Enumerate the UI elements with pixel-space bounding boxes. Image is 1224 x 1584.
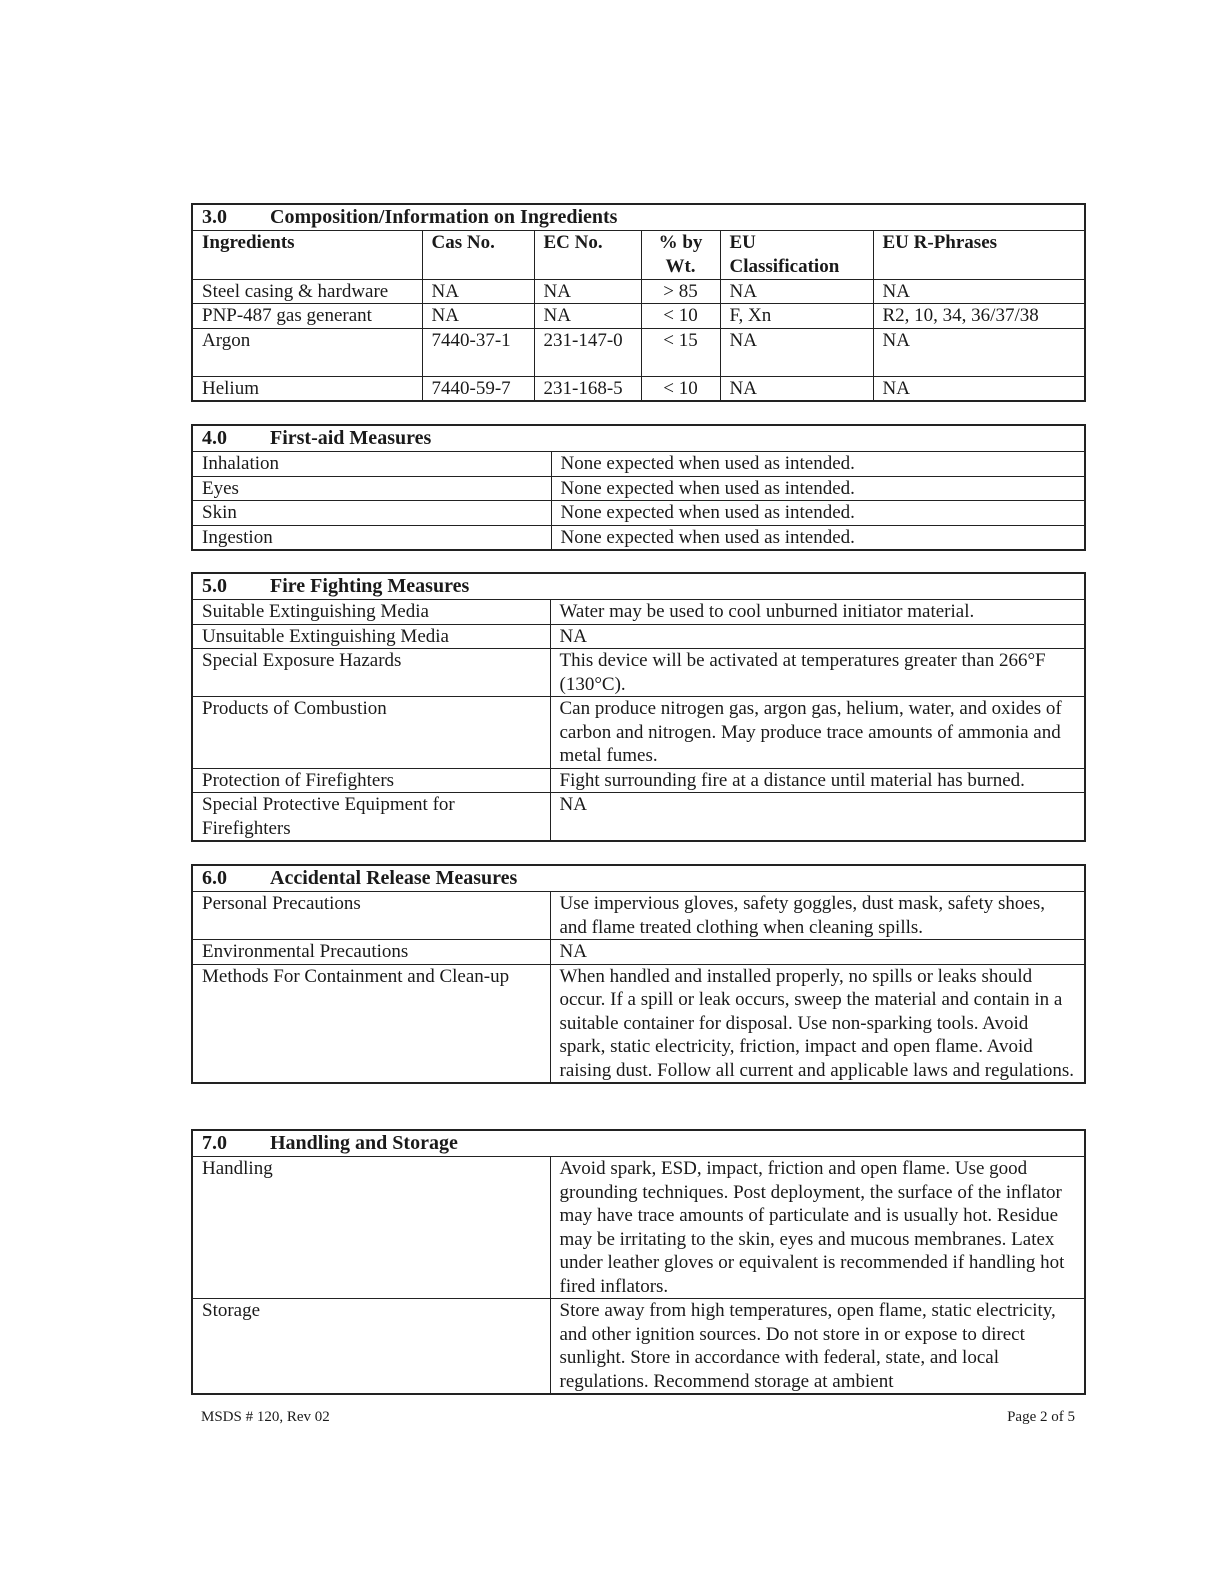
row-label: Protection of Firefighters bbox=[193, 768, 550, 793]
row-label: Special Exposure Hazards bbox=[193, 649, 550, 697]
column-header: % by Wt. bbox=[641, 231, 720, 279]
table-cell: NA bbox=[720, 328, 873, 376]
table-cell: Steel casing & hardware bbox=[193, 279, 422, 304]
row-value: None expected when used as intended. bbox=[551, 476, 1084, 501]
row-label: Special Protective Equipment for Firefighters bbox=[193, 793, 550, 841]
section-header bbox=[193, 205, 1084, 231]
section-header bbox=[193, 866, 1084, 892]
row-label: Handling bbox=[193, 1157, 550, 1299]
table-row bbox=[193, 793, 1084, 841]
table-header-row bbox=[193, 231, 1084, 279]
table-row bbox=[193, 1157, 1084, 1299]
row-label: Inhalation bbox=[193, 452, 551, 476]
table-cell: NA bbox=[873, 376, 1084, 400]
table-cell: NA bbox=[422, 304, 534, 329]
table-cell: NA bbox=[720, 376, 873, 400]
table-cell: R2, 10, 34, 36/37/38 bbox=[873, 304, 1084, 329]
row-value: Can produce nitrogen gas, argon gas, helium, water, and oxides of carbon and nitrogen. May produce trace amounts of ammonia and metal fumes. bbox=[550, 697, 1084, 769]
section-header bbox=[193, 1131, 1084, 1157]
table-row bbox=[193, 304, 1084, 329]
column-header: Cas No. bbox=[422, 231, 534, 279]
table-row bbox=[193, 1299, 1084, 1394]
table-cell: PNP-487 gas generant bbox=[193, 304, 422, 329]
table-row bbox=[193, 768, 1084, 793]
row-value: Water may be used to cool unburned initiator material. bbox=[550, 600, 1084, 624]
row-label: Storage bbox=[193, 1299, 550, 1394]
section-composition bbox=[191, 203, 1086, 402]
table-cell: NA bbox=[422, 279, 534, 304]
table-row bbox=[193, 940, 1084, 965]
row-value: NA bbox=[550, 940, 1084, 965]
section-handling-storage bbox=[191, 1129, 1086, 1395]
section-number: 7.0 bbox=[202, 1132, 227, 1154]
row-value: Store away from high temperatures, open flame, static electricity, and other ignition sources. Do not store in or expose to direct sunlight. Store in accordance with federal, state, and local regulations. Recommend storage at ambient bbox=[550, 1299, 1084, 1394]
table-row bbox=[193, 328, 1084, 376]
row-label: Suitable Extinguishing Media bbox=[193, 600, 550, 624]
table-cell: Helium bbox=[193, 376, 422, 400]
table-cell: 7440-37-1 bbox=[422, 328, 534, 376]
row-label: Skin bbox=[193, 501, 551, 526]
row-value: None expected when used as intended. bbox=[551, 501, 1084, 526]
section-title: Accidental Release Measures bbox=[270, 867, 518, 889]
table-cell: F, Xn bbox=[720, 304, 873, 329]
section-number: 5.0 bbox=[202, 575, 227, 597]
row-value: This device will be activated at temperatures greater than 266°F (130°C). bbox=[550, 649, 1084, 697]
table-cell: Argon bbox=[193, 328, 422, 376]
section-title: Handling and Storage bbox=[270, 1132, 458, 1154]
section-fire-fighting bbox=[191, 572, 1086, 842]
table-cell: 7440-59-7 bbox=[422, 376, 534, 400]
section-number: 4.0 bbox=[202, 427, 227, 449]
section-number: 6.0 bbox=[202, 867, 227, 889]
footer-page-number: Page 2 of 5 bbox=[1007, 1409, 1075, 1425]
row-value: NA bbox=[550, 624, 1084, 649]
table-row bbox=[193, 525, 1084, 549]
row-label: Personal Precautions bbox=[193, 892, 550, 940]
accidental-release-table bbox=[193, 892, 1084, 1082]
table-cell: < 10 bbox=[641, 304, 720, 329]
table-row bbox=[193, 279, 1084, 304]
table-cell: < 10 bbox=[641, 376, 720, 400]
handling-storage-table bbox=[193, 1157, 1084, 1393]
row-label: Environmental Precautions bbox=[193, 940, 550, 965]
table-row bbox=[193, 452, 1084, 476]
table-row bbox=[193, 600, 1084, 624]
table-cell: NA bbox=[720, 279, 873, 304]
section-title: Composition/Information on Ingredients bbox=[270, 206, 618, 228]
column-header: EU R-Phrases bbox=[873, 231, 1084, 279]
section-accidental-release bbox=[191, 864, 1086, 1084]
section-header bbox=[193, 426, 1084, 452]
table-row bbox=[193, 964, 1084, 1082]
column-header: Ingredients bbox=[193, 231, 422, 279]
column-header: EC No. bbox=[534, 231, 641, 279]
first-aid-table bbox=[193, 452, 1084, 549]
row-value: None expected when used as intended. bbox=[551, 452, 1084, 476]
table-cell: 231-147-0 bbox=[534, 328, 641, 376]
row-label: Eyes bbox=[193, 476, 551, 501]
section-title: Fire Fighting Measures bbox=[270, 575, 470, 597]
table-row bbox=[193, 697, 1084, 769]
table-row bbox=[193, 501, 1084, 526]
table-cell: NA bbox=[534, 279, 641, 304]
footer-doc-id: MSDS # 120, Rev 02 bbox=[201, 1409, 330, 1425]
table-row bbox=[193, 376, 1084, 400]
row-value: Fight surrounding fire at a distance until material has burned. bbox=[550, 768, 1084, 793]
table-cell: NA bbox=[534, 304, 641, 329]
row-label: Methods For Containment and Clean-up bbox=[193, 964, 550, 1082]
table-row bbox=[193, 892, 1084, 940]
table-cell: > 85 bbox=[641, 279, 720, 304]
section-header bbox=[193, 574, 1084, 600]
ingredients-table bbox=[193, 231, 1084, 400]
fire-fighting-table bbox=[193, 600, 1084, 840]
table-cell: 231-168-5 bbox=[534, 376, 641, 400]
row-value: Use impervious gloves, safety goggles, dust mask, safety shoes, and flame treated clothing when cleaning spills. bbox=[550, 892, 1084, 940]
table-cell: NA bbox=[873, 279, 1084, 304]
column-header: EU Classification bbox=[720, 231, 873, 279]
section-title: First-aid Measures bbox=[270, 427, 432, 449]
row-value: Avoid spark, ESD, impact, friction and open flame. Use good grounding techniques. Post deployment, the surface of the inflator may have trace amounts of particulate and is usually hot. Residue may be irritating to the skin, eyes and mucous membranes. Latex under leather gloves or equivalent is recommended if handling hot fired inflators. bbox=[550, 1157, 1084, 1299]
table-cell: < 15 bbox=[641, 328, 720, 376]
table-row bbox=[193, 649, 1084, 697]
table-row bbox=[193, 476, 1084, 501]
row-label: Products of Combustion bbox=[193, 697, 550, 769]
row-value: When handled and installed properly, no spills or leaks should occur. If a spill or leak occurs, sweep the material and contain in a suitable container for disposal. Use non-sparking tools. Avoid spark, static electricity, friction, impact and open flame. Avoid raising dust. Follow all current and applicable laws and regulations. bbox=[550, 964, 1084, 1082]
row-label: Ingestion bbox=[193, 525, 551, 549]
section-number: 3.0 bbox=[202, 206, 227, 228]
table-row bbox=[193, 624, 1084, 649]
row-label: Unsuitable Extinguishing Media bbox=[193, 624, 550, 649]
row-value: None expected when used as intended. bbox=[551, 525, 1084, 549]
table-cell: NA bbox=[873, 328, 1084, 376]
row-value: NA bbox=[550, 793, 1084, 841]
section-first-aid bbox=[191, 424, 1086, 551]
